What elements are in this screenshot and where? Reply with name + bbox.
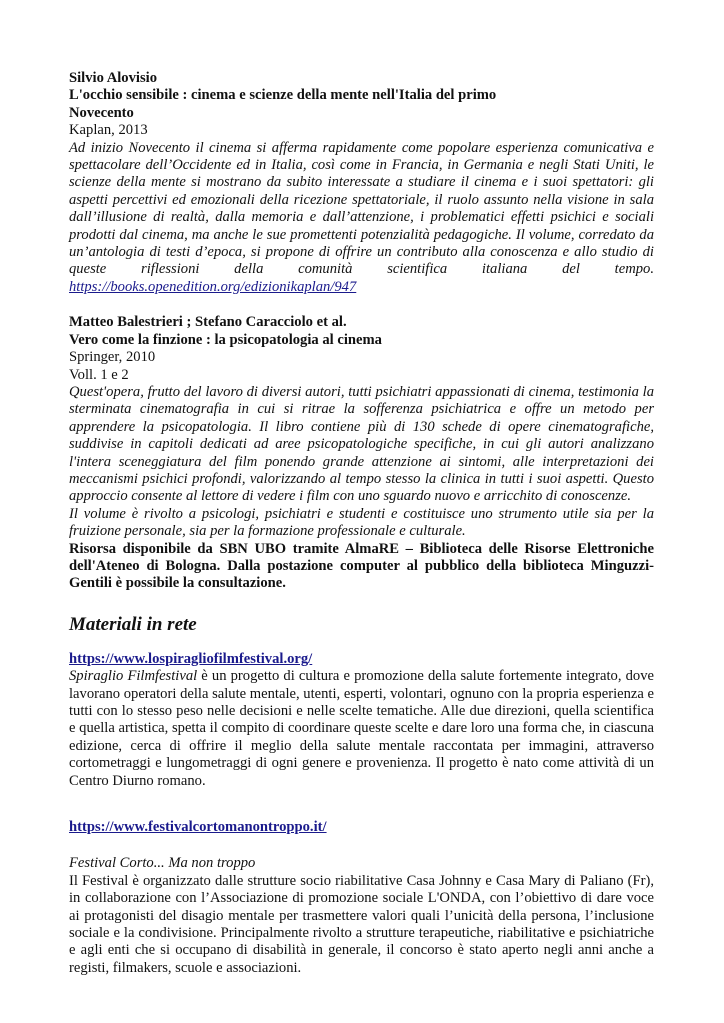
bibliography-entry [69, 70, 654, 296]
resource-link[interactable]: https://www.festivalcortomanontroppo.it/ [69, 819, 327, 836]
entry-abstract: Ad inizio Novecento il cinema si afferma rapidamente come popolare esperienza comunicativa e spettacolare dell’Occidente ed in Italia, così come in Francia, in Germania e negli Stati Uniti, le scienze della mente si mostrano da subito interessate a studiare il cinema e i suoi spettatori: gli aspetti percettivi ed emozionali della ricezione spettatoriale, il ruolo assunto nella visione in sala dall’illusione di realtà, dalla memoria e dall’attenzione, i problematici effetti psichici e sociali prodotti dal cinema, ma anche le sue promettenti potenzialità pedagogiche. Il volume, corredato da un’antologia di testi d’epoca, si propone di offrire un contributo alla conoscenza e allo studio di queste riflessioni della comunità scientifica italiana del tempo. [69, 139, 654, 278]
entry-abstract-continued: Il volume è rivolto a psicologi, psichiatri e studenti e costituisce uno strumento utile sia per la fruizione personale, sia per la formazione professionale e culturale. [69, 505, 654, 540]
entry-title: Vero come la finzione : la psicopatologia al cinema [69, 331, 382, 348]
entry-title-continued: Novecento [69, 104, 134, 121]
resource-name: Festival Corto... Ma non troppo [69, 855, 256, 872]
entry-title: L'occhio sensibile : cinema e scienze della mente nell'Italia del primo [69, 87, 497, 104]
resource-description: Il Festival è organizzato dalle strutture socio riabilitative Casa Johnny e Casa Mary di Paliano (Fr), in collaborazione con l’Associazione di promozione sociale L'ONDA, con l’obiettivo di dare voce ai protagonisti del disagio mentale per trasmettere valori quali l’unicità della persona, l’inclusione sociale e la condivisione. Principalmente rivolto a strutture terapeutiche, riabilitative e psichiatriche e agli enti che si occupano di disabilità in generale, il concorso è stato aperto negli anni anche a registi, filmakers, scuole e associazioni. [69, 872, 654, 976]
document-page [69, 70, 654, 977]
resource-name: Spiraglio Filmfestival [69, 668, 198, 685]
entry-availability: Risorsa disponibile da SBN UBO tramite AlmaRE – Biblioteca delle Risorse Elettroniche dell'Ateneo di Bologna. Dalla postazione computer al pubblico della biblioteca Minguzzi-Gentili è possibile la consultazione. [69, 540, 654, 592]
section-title: Materiali in rete [69, 613, 197, 635]
resource-link[interactable]: https://www.lospiragliofilmfestival.org/ [69, 650, 313, 667]
web-resource [69, 651, 654, 790]
entry-author: Silvio Alovisio [69, 70, 157, 86]
entry-publisher: Springer, 2010 [69, 349, 156, 366]
web-resource [69, 819, 654, 977]
entry-abstract: Quest'opera, frutto del lavoro di diversi autori, tutti psichiatri appassionati di cinema, testimonia la sterminata cinematografia in cui si ritrae la sofferenza psichiatrica e offre un metodo per apprendere la psicopatologia. Il libro contiene più di 130 schede di opere cinematografiche, suddivise in capitoli dedicati ad aree psicopatologiche specifiche, in cui gli autori analizzano l'intera sceneggiatura del film ponendo grande attenzione ai sintomi, alle interpretazioni dei meccanismi psichici profondi, valorizzando al tempo stesso la clinica in tutti i suoi aspetti. Questo approccio consente al lettore di vedere i film con uno sguardo nuovo e arricchito di conoscenze. [69, 383, 654, 505]
entry-link[interactable]: https://books.openedition.org/edizionikaplan/947 [69, 278, 357, 295]
resource-description-text: è un progetto di cultura e promozione della salute fortemente integrato, dove lavorano operatori della salute mentale, utenti, esperti, volontari, ognuno con la propria esperienza e tutti con lo stesso peso nelle decisioni e nelle scelte tematiche. Alle due direzioni, quella scientifica e quella artistica, spetta il compito di coordinare queste scelte e dare loro una forma che, in ciascuna edizione, cerca di offrire il meglio della salute mentale raccontata per immagini, attraverso cortometraggi e lungometraggi di ogni genere e provenienza. Il progetto è nato come attività di un Centro Diurno romano. [69, 668, 654, 789]
resource-description [69, 668, 654, 790]
bibliography-entry [69, 314, 654, 593]
entry-volumes: Voll. 1 e 2 [69, 366, 129, 383]
entry-author: Matteo Balestrieri ; Stefano Caracciolo et al. [69, 314, 347, 331]
entry-publisher: Kaplan, 2013 [69, 122, 148, 139]
